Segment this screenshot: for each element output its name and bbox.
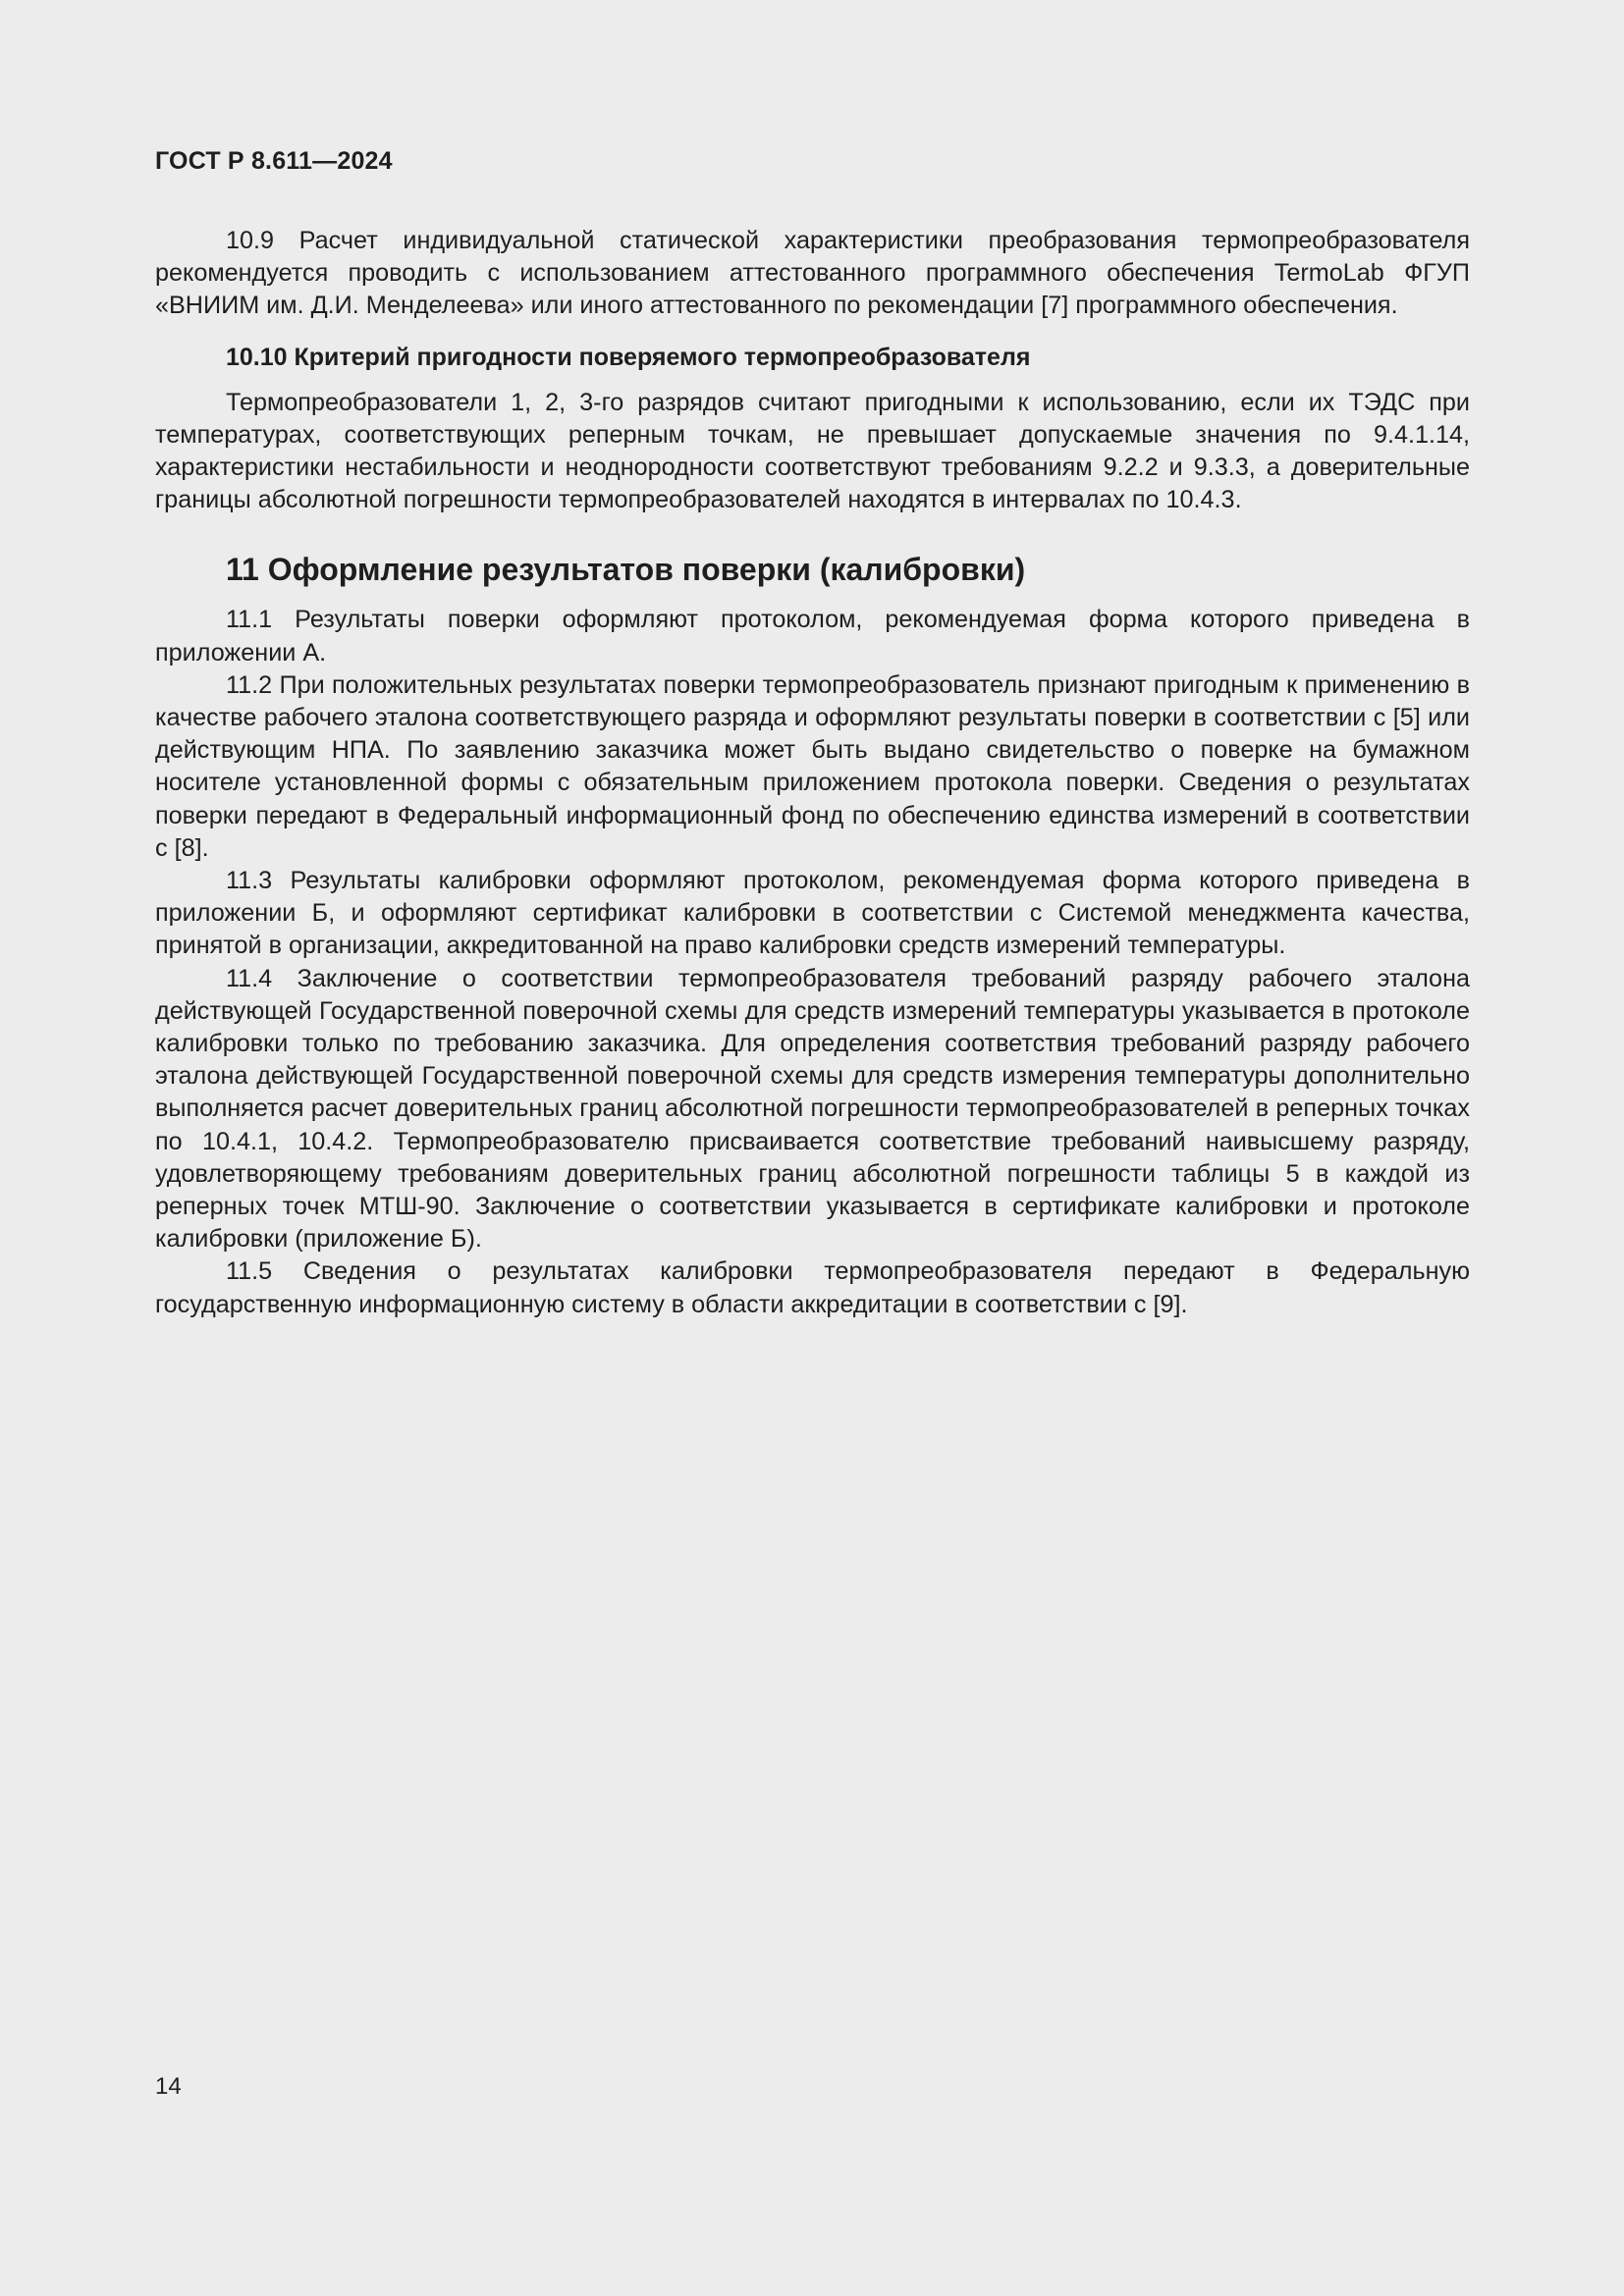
paragraph-10-10: Термопреобразователи 1, 2, 3-го разрядов считают пригодными к использованию, если их ТЭДС при температурах, соответствующих реперным точкам, не превышает допускаемые значения по 9.4.1.14, характеристики нестабильности и неоднородности соответствуют требованиям 9.2.2 и 9.3.3, а доверительные границы абсолютной погрешности термопреобразователей находятся в интервалах по 10.4.3. bbox=[155, 388, 1470, 514]
paragraph-11-2: 11.2 При положительных результатах поверки термопреобразователь признают пригодным к применению в качестве рабочего эталона соответствующего разряда и оформляют результаты поверки в соответствии с [5] или действующим НПА. По заявлению заказчика может быть выдано свидетельство о поверке на бумажном носителе установленной формы с обязательным приложением протокола поверки. Сведения о результатах поверки передают в Федеральный информационный фонд по обеспечению единства измерений в соответствии с [8]. bbox=[155, 670, 1470, 862]
heading-10-10: 10.10 Критерий пригодности поверяемого термопреобразователя bbox=[226, 343, 1031, 371]
paragraph-11-1: 11.1 Результаты поверки оформляют протоколом, рекомендуемая форма которого приведена в приложении А. bbox=[155, 606, 1470, 667]
paragraph-11-5: 11.5 Сведения о результатах калибровки термопреобразователя передают в Федеральную государственную информационную систему в области аккредитации в соответствии с [9]. bbox=[155, 1257, 1470, 1318]
section-11-title: 11 Оформление результатов поверки (калибровки) bbox=[226, 552, 1026, 588]
paragraph-11-3: 11.3 Результаты калибровки оформляют протоколом, рекомендуемая форма которого приведена в приложении Б, и оформляют сертификат калибровки в соответствии с Системой менеджмента качества, принятой в организации, аккредитованной на право калибровки средств измерений температуры. bbox=[155, 867, 1470, 960]
paragraph-10-9: 10.9 Расчет индивидуальной статической характеристики преобразования термопреобразователя рекомендуется проводить с использованием аттестованного программного обеспечения TermoLab ФГУП «ВНИИМ им. Д.И. Менделеева» или иного аттестованного по рекомендации [7] программного обеспечения. bbox=[155, 227, 1470, 320]
page-number: 14 bbox=[155, 2073, 182, 2100]
document-body bbox=[155, 225, 1470, 1321]
paragraph-11-4: 11.4 Заключение о соответствии термопреобразователя требований разряду рабочего эталона действующей Государственной поверочной схемы для средств измерений температуры указывается в протоколе калибровки только по требованию заказчика. Для определения соответствия требований разряду рабочего эталона действующей Государственной поверочной схемы для средств измерения температуры дополнительно выполняется расчет доверительных границ абсолютной погрешности термопреобразователей в реперных точках по 10.4.1, 10.4.2. Термопреобразователю присваивается соответствие требований наивысшему разряду, удовлетворяющему требованиям доверительных границ абсолютной погрешности таблицы 5 в каждой из реперных точек МТШ-90. Заключение о соответствии указывается в сертификате калибровки и протоколе калибровки (приложение Б). bbox=[155, 964, 1470, 1254]
document-header-id: ГОСТ Р 8.611—2024 bbox=[155, 147, 393, 175]
